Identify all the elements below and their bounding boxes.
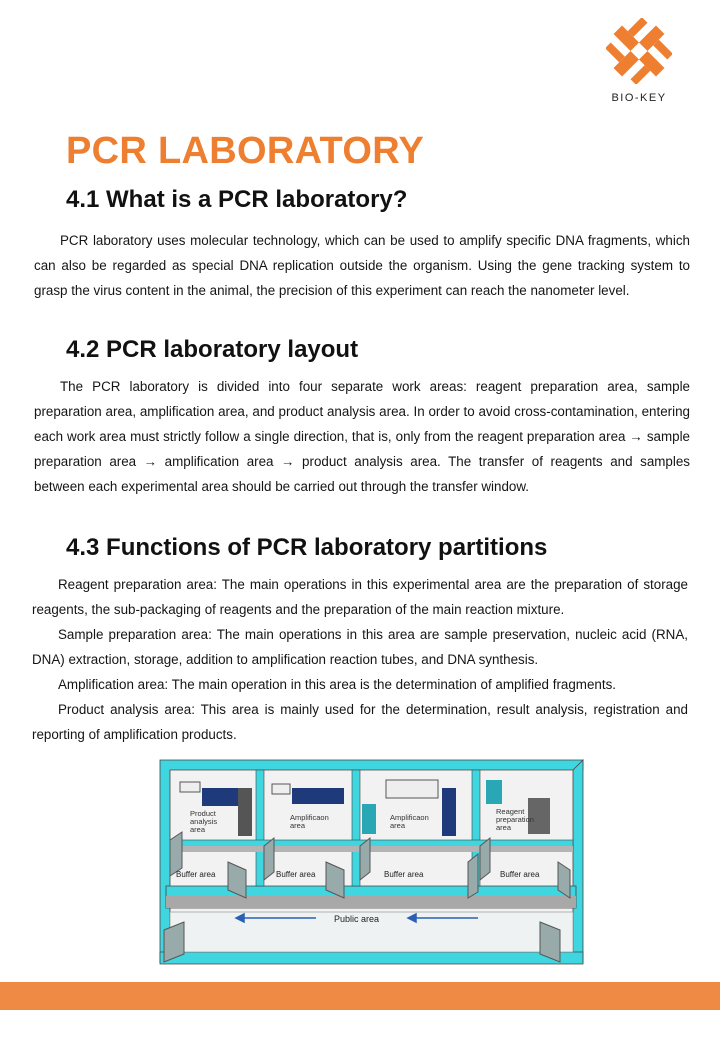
lab-layout-diagram	[156, 758, 587, 968]
room-label: preparation	[496, 815, 534, 824]
footer-bar	[0, 982, 720, 1010]
section-heading-what-is: 4.1 What is a PCR laboratory?	[66, 186, 408, 213]
section-heading-functions: 4.3 Functions of PCR laboratory partitions	[66, 534, 548, 561]
buffer-label: Buffer area	[176, 870, 216, 879]
room-label: Amplificaon	[290, 813, 329, 822]
section-paragraph: PCR laboratory uses molecular technology, which can be used to amplify specific DNA fragments, which can also be regarded as special DNA replication outside the organism. Using the gene tracking system to grasp the virus content in the animal, the precision of this experiment can reach the nanometer level.	[34, 233, 690, 298]
room-label: analysis	[190, 817, 218, 826]
room-label: Reagent	[496, 807, 525, 816]
buffer-label: Buffer area	[384, 870, 424, 879]
room-label: area	[390, 821, 406, 830]
room-label: area	[290, 821, 306, 830]
section-paragraph: Product analysis area: This area is mainly used for the determination, result analysis, registration and reporting of amplification products.	[32, 702, 688, 742]
section-paragraph: Reagent preparation area: The main operations in this experimental area are the preparation of storage reagents, the sub-packaging of reagents and the preparation of the main reaction mixture.	[32, 577, 688, 617]
room-label: area	[190, 825, 206, 834]
section-paragraph: Sample preparation area: The main operations in this area are sample preservation, nucleic acid (RNA, DNA) extraction, storage, addition to amplification reaction tubes, and DNA synthesis.	[32, 627, 688, 667]
room-label: Amplificaon	[390, 813, 429, 822]
crossed-bars-logo-icon	[606, 18, 672, 84]
room-label: area	[496, 823, 512, 832]
public-area-label: Public area	[334, 914, 380, 924]
brand-logo	[598, 18, 680, 108]
room-label: Product	[190, 809, 216, 818]
page-title: PCR LABORATORY	[66, 130, 425, 172]
buffer-label: Buffer area	[500, 870, 540, 879]
brand-name: BIO-KEY	[611, 92, 667, 104]
section-heading-layout: 4.2 PCR laboratory layout	[66, 336, 359, 363]
buffer-label: Buffer area	[276, 870, 316, 879]
section-paragraph: Amplification area: The main operation in this area is the determination of amplified fragments.	[58, 677, 616, 692]
section-paragraph: The PCR laboratory is divided into four separate work areas: reagent preparation area, sample preparation area, amplification area, and product analysis area. In order to avoid cross-contamination, entering each work area must strictly follow a single direction, that is, only from the reagent preparation area → sample preparation area → amplification area → product analysis area. The transfer of reagents and samples between each experimental area should be carried out through the transfer window.	[34, 379, 690, 494]
